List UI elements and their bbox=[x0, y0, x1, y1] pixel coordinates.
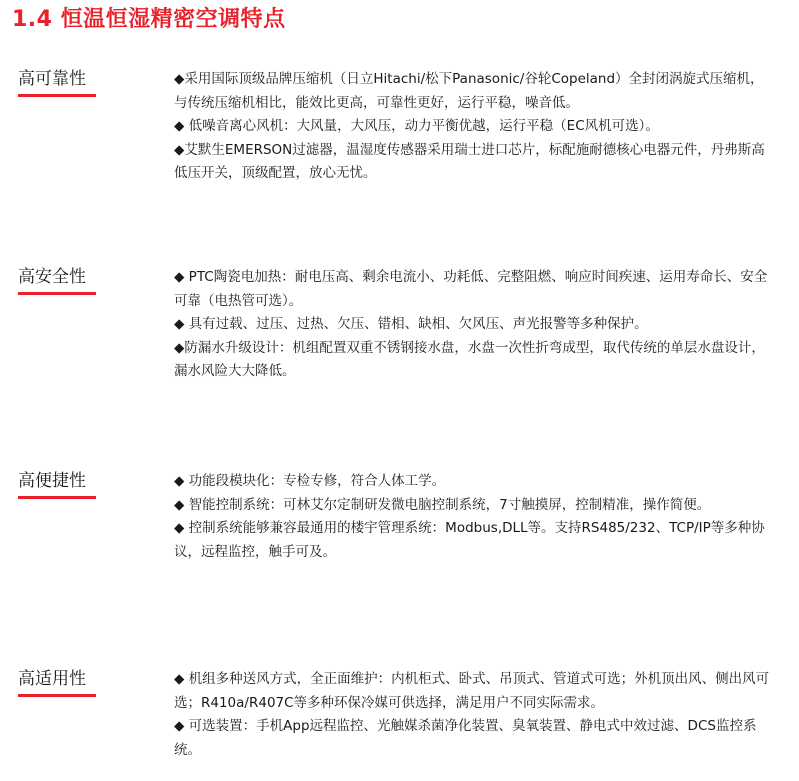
bullet-item: ◆采用国际顶级品牌压缩机（日立Hitachi/松下Panasonic/谷轮Copeland）全封闭涡旋式压缩机，与传统压缩机相比，能效比更高，可靠性更好，运行平稳，噪音低。 bbox=[174, 71, 764, 111]
bullet-list bbox=[174, 470, 774, 564]
diamond-bullet-icon: ◆ bbox=[174, 520, 185, 536]
bullet-item: ◆ 功能段模块化：专检专修，符合人体工学。 bbox=[174, 473, 446, 489]
bullet-item: ◆ 具有过载、过压、过热、欠压、错相、缺相、欠风压、声光报警等多种保护。 bbox=[174, 316, 648, 332]
diamond-bullet-icon: ◆ bbox=[174, 118, 185, 134]
bullet-list bbox=[174, 266, 774, 384]
section-heading-label: 高安全性 bbox=[18, 267, 86, 287]
diamond-bullet-icon: ◆ bbox=[174, 141, 185, 158]
heading-underline bbox=[18, 496, 96, 499]
diamond-bullet-icon: ◆ bbox=[174, 269, 185, 285]
section-heading bbox=[18, 470, 98, 499]
diamond-bullet-icon: ◆ bbox=[174, 316, 185, 332]
diamond-bullet-icon: ◆ bbox=[174, 671, 185, 687]
section-heading bbox=[18, 68, 98, 97]
bullet-list bbox=[174, 68, 774, 186]
bullet-item: ◆ 智能控制系统：可林艾尔定制研发微电脑控制系统，7寸触摸屏，控制精准，操作简便。 bbox=[174, 496, 711, 513]
bullet-item: ◆ 低噪音离心风机：大风量，大风压，动力平衡优越，运行平稳（EC风机可选）。 bbox=[174, 118, 659, 134]
bullet-item: ◆ PTC陶瓷电加热：耐电压高、剩余电流小、功耗低、完整阻燃、响应时间疾速、运用寿命长、安全可靠（电热管可选）。 bbox=[174, 269, 768, 309]
section-heading bbox=[18, 668, 98, 697]
bullet-list bbox=[174, 668, 774, 762]
diamond-bullet-icon: ◆ bbox=[174, 71, 185, 87]
section-heading-label: 高便捷性 bbox=[18, 471, 86, 491]
bullet-item: ◆防漏水升级设计：机组配置双重不锈钢接水盘，水盘一次性折弯成型，取代传统的单层水盘设计，漏水风险大大降低。 bbox=[174, 339, 765, 379]
section-heading-label: 高适用性 bbox=[18, 669, 86, 689]
diamond-bullet-icon: ◆ bbox=[174, 496, 185, 513]
bullet-item: ◆ 可选装置：手机App远程监控、光触媒杀菌净化装置、臭氧装置、静电式中效过滤、DCS监控系统。 bbox=[174, 718, 757, 758]
heading-underline bbox=[18, 292, 96, 295]
diamond-bullet-icon: ◆ bbox=[174, 473, 185, 489]
diamond-bullet-icon: ◆ bbox=[174, 718, 185, 734]
bullet-item: ◆ 机组多种送风方式，全正面维护：内机柜式、卧式、吊顶式、管道式可选；外机顶出风、侧出风可选；R410a/R407C等多种环保冷媒可供选择，满足用户不同实际需求。 bbox=[174, 671, 770, 711]
page-title: 1.4 恒温恒湿精密空调特点 bbox=[12, 7, 286, 32]
section-heading bbox=[18, 266, 98, 295]
bullet-item: ◆ 控制系统能够兼容最通用的楼宇管理系统：Modbus,DLL等。支持RS485/232、TCP/IP等多种协议，远程监控，触手可及。 bbox=[174, 520, 765, 560]
section-heading-label: 高可靠性 bbox=[18, 69, 86, 89]
heading-underline bbox=[18, 94, 96, 97]
heading-underline bbox=[18, 694, 96, 697]
bullet-item: ◆艾默生EMERSON过滤器，温湿度传感器采用瑞士进口芯片，标配施耐德核心电器元件，丹弗斯高低压开关，顶级配置，放心无忧。 bbox=[174, 141, 765, 181]
diamond-bullet-icon: ◆ bbox=[174, 339, 185, 356]
